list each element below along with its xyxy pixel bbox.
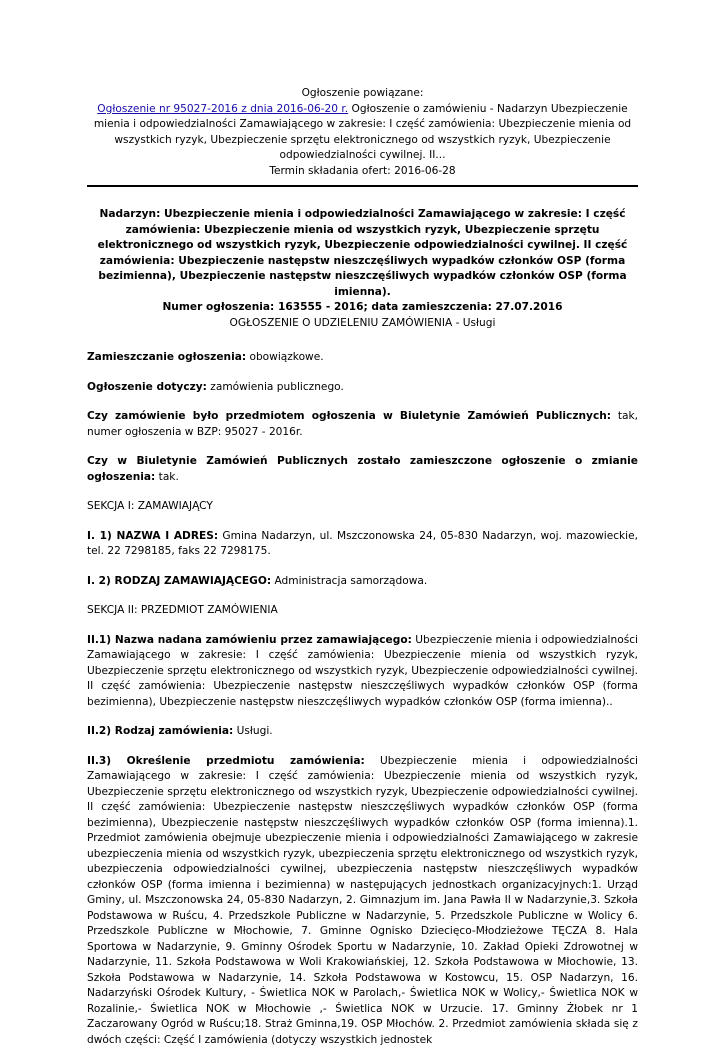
field-value: Ubezpieczenie mienia i odpowiedzialności Zamawiającego w zakresie: I część zamówienia: Ubezpieczenie mienia od wszystkich ryzyk, Ubezpieczenie sprzętu elektronicznego od wszystkich ryzyk, Ubezpieczenie odpowiedzialności cywilnej. II część zamówienia: Ubezpieczenie następstw nieszczęśliwych wypadków członków OSP (forma bezimienna), Ubezpieczenie następstw nieszczęśliwych wypadków członków OSP (forma imienna).1. Przedmiot zamówienia obejmuje ubezpieczenie mienia i odpowiedzialności Zamawiającego w zakresie ubezpieczenia mienia od wszystkich ryzyk, ubezpieczenia sprzętu elektronicznego od wszystkich ryzyk, ubezpieczenia odpowiedzialności cywilnej, ubezpieczenia następstw nieszczęśliwych wypadków członków OSP (forma imienna i bezimienna) w następujących jednostkach organizacyjnych:1. Urząd Gminy, ul. Mszczonowska 24, 05-830 Nadarzyn, 2. Gimnazjum im. Jana Pawła II w Nadarzynie,3. Szkoła Podstawowa w Ruścu, 4. Przedszkole Publiczne w Nadarzynie, 5. Przedszkole Publiczne w Wolicy 6. Przedszkole Publiczne w Młochowie, 7. Gminne Ognisko Dziecięco-Młodzieżowe TĘCZA 8. Hala Sportowa w Nadarzynie, 9. Gminny Ośrodek Sportu w Nadarzynie, 10. Zakład Opieki Zdrowotnej w Nadarzynie, 11. Szkoła Podstawowa w Woli Krakowiańskiej, 12. Szkoła Podstawowa w Młochowie, 13. Szkoła Podstawowa w Nadarzynie, 14. Szkoła Podstawowa w Kostowcu, 15. OSP Nadarzyn, 16. Nadarzyński Ośrodek Kultury, - Świetlica NOK w Parolach,- Świetlica NOK w Wolicy,- Świetlica NOK w Rozalinie,- Świetlica NOK w Młochowie ,- Świetlica NOK w Urzucie. 17. Gminny Żłobek nr 1 Zaczarowany Ogród w Ruścu;18. Straż Gminna,19. OSP Młochów. 2. Przedmiot zamówienia składa się z dwóch części: Część I zamówienia (dotyczy wszystkich jednostek [87, 755, 638, 1046]
field-name-address [87, 529, 638, 560]
field-label: II.1) Nazwa nadana zamówieniu przez zamawiającego: [87, 634, 412, 646]
related-deadline: Termin składania ofert: 2016-06-28 [87, 164, 638, 180]
field-value: tak, numer ogłoszenia w BZP: 95027 - 2016r. [87, 410, 638, 438]
notice-title: Nadarzyn: Ubezpieczenie mienia i odpowiedzialności Zamawiającego w zakresie: I część zamówienia: Ubezpieczenie mienia od wszystkich ryzyk, Ubezpieczenie sprzętu elektronicznego od wszystkich ryzyk, Ubezpieczenie odpowiedzialności cywilnej. II część zamówienia: Ubezpieczenie następstw nieszczęśliwych wypadków członków OSP (forma bezimienna), Ubezpieczenie następstw nieszczęśliwych wypadków członków OSP (forma imienna). [87, 207, 638, 300]
field-value: Gmina Nadarzyn, ul. Mszczonowska 24, 05-830 Nadarzyn, woj. mazowieckie, tel. 22 7298185, faks 22 7298175. [87, 530, 638, 558]
related-notice-link[interactable]: Ogłoszenie nr 95027-2016 z dnia 2016-06-20 r. [97, 103, 348, 115]
field-label: II.3) Określenie przedmiotu zamówienia: [87, 755, 365, 767]
field-value: Usługi. [233, 725, 272, 737]
field-label: Ogłoszenie dotyczy: [87, 381, 207, 393]
field-value: obowiązkowe. [246, 351, 324, 363]
related-description: Ogłoszenie o zamówieniu - Nadarzyn Ubezpieczenie mienia i odpowiedzialności Zamawiającego w zakresie: I część zamówienia: Ubezpieczenie mienia od wszystkich ryzyk, Ubezpieczenie sprzętu elektronicznego od wszystkich ryzyk, Ubezpieczenie odpowiedzialności cywilnej. II... [94, 103, 631, 162]
section-2-heading: SEKCJA II: PRZEDMIOT ZAMÓWIENIA [87, 603, 638, 619]
related-notice [87, 86, 638, 179]
field-contract-type [87, 724, 638, 740]
field-label: I. 2) RODZAJ ZAMAWIAJĄCEGO: [87, 575, 271, 587]
field-contracting-type [87, 574, 638, 590]
related-body [87, 102, 638, 164]
field-label: Czy w Biuletynie Zamówień Publicznych zostało zamieszczone ogłoszenie o zmianie ogłoszenia: [87, 455, 638, 483]
field-contract-name [87, 633, 638, 711]
field-label: II.2) Rodzaj zamówienia: [87, 725, 233, 737]
field-value: Ubezpieczenie mienia i odpowiedzialności Zamawiającego w zakresie: I część zamówienia: Ubezpieczenie mienia od wszystkich ryzyk, Ubezpieczenie sprzętu elektronicznego od wszystkich ryzyk, Ubezpieczenie odpowiedzialności cywilnej. II część zamówienia: Ubezpieczenie następstw nieszczęśliwych wypadków członków OSP (forma bezimienna), Ubezpieczenie następstw nieszczęśliwych wypadków członków OSP (forma imienna).. [87, 634, 638, 708]
field-value: Administracja samorządowa. [271, 575, 427, 587]
field-value: tak. [155, 471, 179, 483]
field-label: I. 1) NAZWA I ADRES: [87, 530, 218, 542]
field-contract-description [87, 754, 638, 1048]
field-label: Zamieszczanie ogłoszenia: [87, 351, 246, 363]
related-heading: Ogłoszenie powiązane: [87, 86, 638, 102]
notice-type: OGŁOSZENIE O UDZIELENIU ZAMÓWIENIA - Usługi [87, 316, 638, 332]
separator [87, 185, 638, 187]
field-concerns [87, 380, 638, 396]
field-value: zamówienia publicznego. [207, 381, 344, 393]
notice-title-block [87, 207, 638, 331]
notice-number: Numer ogłoszenia: 163555 - 2016; data zamieszczenia: 27.07.2016 [87, 300, 638, 316]
field-bzp [87, 409, 638, 440]
field-label: Czy zamówienie było przedmiotem ogłoszenia w Biuletynie Zamówień Publicznych: [87, 410, 611, 422]
field-placement [87, 350, 638, 366]
section-1-heading: SEKCJA I: ZAMAWIAJĄCY [87, 499, 638, 515]
field-change [87, 454, 638, 485]
